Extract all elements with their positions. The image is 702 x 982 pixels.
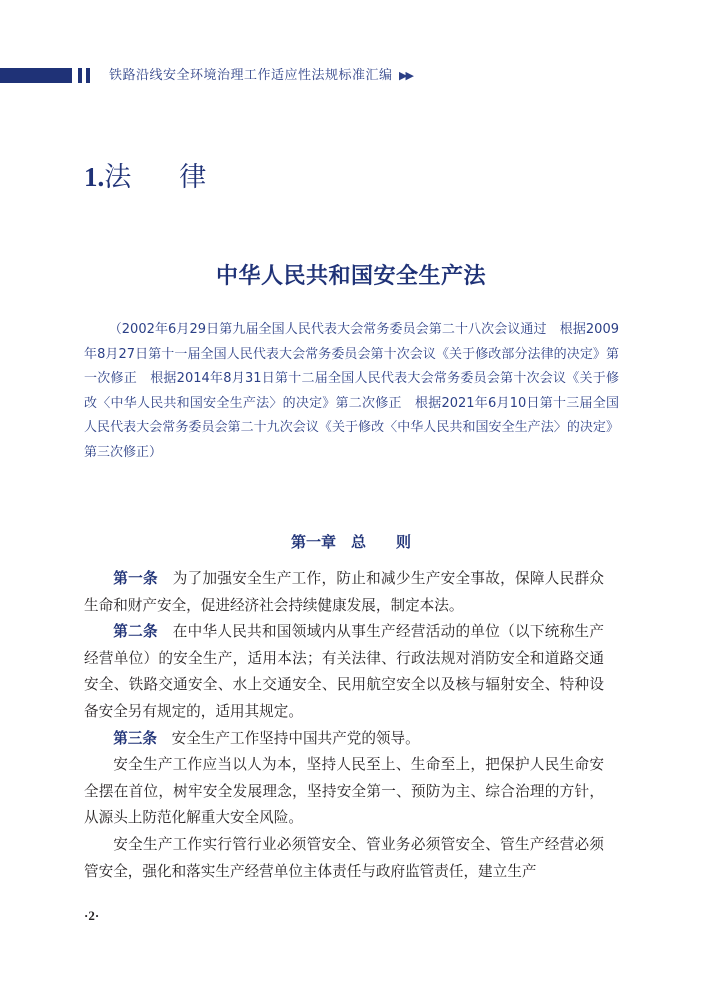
article-text: 在中华人民共和国领域内从事生产经营活动的单位（以下统称生产经营单位）的安全生产，适用本法；有关法律、行政法规对消防安全和道路交通安全、铁路交通安全、水上交通安全、民用航空安全以及核与辐射安全、特种设备安全另有规定的，适用其规定。 [84,623,604,720]
chapter-title: 第一章 总 则 [290,533,411,551]
article-text: 为了加强安全生产工作，防止和减少生产安全事故，保障人民群众生命和财产安全，促进经济社会持续健康发展，制定本法。 [84,570,604,614]
law-title: 中华人民共和国安全生产法 [215,263,486,289]
paragraph: 安全生产工作应当以人为本，坚持人民至上、生命至上，把保护人民生命安全摆在首位，树牢安全发展理念，坚持安全第一、预防为主、综合治理的方针，从源头上防范化解重大安全风险。 [84,756,604,827]
amendment-note: （2002年6月29日第九届全国人民代表大会常务委员会第二十八次会议通过 根据2009年8月27日第十一届全国人民代表大会常务委员会第十次会议《关于修改部分法律的决定》第一次修正 根据2014年8月31日第十二届全国人民代表大会常务委员会第十次会议《关于修改〈中华人民共和国安全生产法〉的决定》第二次修正 根据2021年6月10日第十三届全国人民代表大会常务委员会第二十九次会议《关于修改〈中华人民共和国安全生产法〉的决定》第三次修正） [84,322,619,460]
section-char-2: 律 [179,162,207,193]
article-label: 第一条 [113,570,158,587]
article-3 [84,726,604,753]
article-2 [84,619,604,725]
section-char-1: 法 [104,162,132,193]
header-tick [86,68,90,83]
running-header-title: 铁路沿线安全环境治理工作适应性法规标准汇编 [109,68,393,83]
article-label: 第二条 [113,623,158,641]
article-label: 第三条 [113,729,157,747]
article-text: 安全生产工作坚持中国共产党的领导。 [171,729,420,747]
page-number: ·2· [84,908,100,923]
law-body [84,566,604,885]
section-heading [84,157,206,198]
article-1 [84,566,604,619]
section-number: 1. [84,162,105,192]
double-arrow-icon: ▶▶ [399,69,412,82]
header-tick [78,68,82,83]
header-bar [0,68,72,83]
paragraph: 安全生产工作实行管行业必须管安全、管业务必须管安全、管生产经营必须管安全，强化和落实生产经营单位主体责任与政府监管责任，建立生产 [84,835,604,880]
